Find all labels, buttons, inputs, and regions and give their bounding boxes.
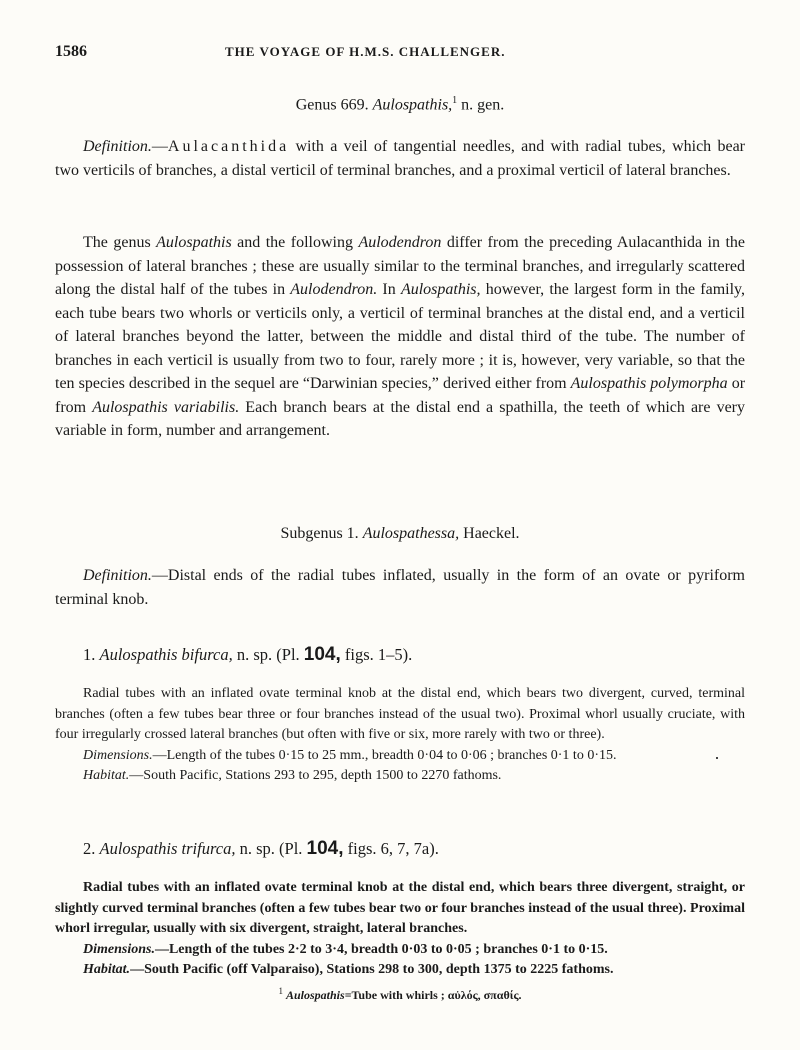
footnote-mark: 1 (278, 986, 283, 996)
definition-label: Definition. (83, 567, 152, 584)
species-heading: 1. Aulospathis bifurca, n. sp. (Pl. 104, figs. 1–5). (83, 644, 413, 665)
species-name: Aulospathis trifurca, (99, 839, 236, 858)
genus-definition: Definition.—Aulacanthida with a veil of tangential needles, and with radial tubes, which bear two verticils of branches, a distal verticil of terminal branches, and a proximal verticil of lateral branches. (55, 138, 745, 179)
habitat-label: Habitat. (83, 768, 130, 783)
dimensions-label: Dimensions. (83, 941, 155, 957)
spaced-term: Aulacanthida (167, 138, 290, 155)
habitat-label: Habitat. (83, 962, 131, 977)
page-number: 1586 (55, 43, 87, 60)
plate-number: 104, (306, 838, 344, 859)
plate-number: 104, (303, 644, 341, 665)
genus-name: Aulospathis, (372, 96, 453, 114)
species-description: Radial tubes with an inflated ovate terminal knob at the distal end, which bears three divergent, straight, or slightly curved terminal branches (often a few tubes bear two or four branches instead of the usual three). Proximal whorl irregular, usually with six divergent, straight, lateral branches. Dimensions.—Length of the tubes 2·2 to 3·4, breadth 0·03 to 0·05 ; branches 0·1 to 0·15. Habitat.—South Pacific (off Valparaiso), Stations 298 to 300, depth 1375 to 2225 fathoms. (55, 880, 745, 977)
genus-heading: Genus 669. Aulospathis,$^1$ n. gen. (295, 95, 505, 114)
species-description: Radial tubes with an inflated ovate terminal knob at the distal end, which bears two divergent, curved, terminal branches (often a few tubes bear three or four branches instead of the usual two). Proximal whorl usually cruciate, with four irregularly crossed lateral branches (but often with five or six, more rarely with two or three). Dimensions.—Length of the tubes 0·15 to 25 mm., breadth 0·04 to 0·06 ; branches 0·1 to 0·15. Habitat.—South Pacific, Stations 293 to 295, depth 1500 to 2270 fathoms. (55, 686, 745, 783)
subgenus-definition: Definition.—Distal ends of the radial tubes inflated, usually in the form of an ovate or pyriform terminal knob. (55, 567, 745, 608)
subgenus-name: Aulospathessa, (362, 525, 460, 542)
subgenus-heading: Subgenus 1. Aulospathessa, Haeckel. (280, 525, 520, 542)
footnote-ref: 1 (452, 95, 458, 106)
footnote-term: Aulospathis (285, 988, 345, 1002)
species-heading: 2. Aulospathis trifurca, n. sp. (Pl. 104, figs. 6, 7, 7a). (83, 838, 439, 859)
definition-label: Definition. (83, 138, 152, 155)
footnote: $^1$ Aulospathis=Tube with whirls ; αὐλός, σπαθίς. (278, 986, 522, 1002)
running-header (55, 43, 745, 65)
genus-description-paragraph: The genus Aulospathis and the following Aulodendron differ from the preceding Aulacanthida in the possession of lateral branches ; these are usually similar to the terminal branches, and irregularly scattered along the distal half of the tubes in Aulodendron. In Aulospathis, however, the largest form in the family, each tube bears two whorls or verticils only, a verticil of terminal branches at the distal end, and a verticil of lateral branches beyond the latter, between the middle and distal third of the tube. The number of branches in each verticil is usually from two to four, rarely more ; it is, however, very variable, so that the ten species described in the sequel are “Darwinian species,” derived either from Aulospathis polymorpha or from Aulospathis variabilis. Each branch bears at the distal end a spathilla, the teeth of which are very variable in form, number and arrangement. (55, 234, 746, 439)
print-speck (716, 757, 718, 759)
species-name: Aulospathis bifurca, (99, 645, 233, 664)
dimensions-label: Dimensions. (83, 747, 153, 763)
running-title: THE VOYAGE OF H.M.S. CHALLENGER. (225, 44, 506, 59)
